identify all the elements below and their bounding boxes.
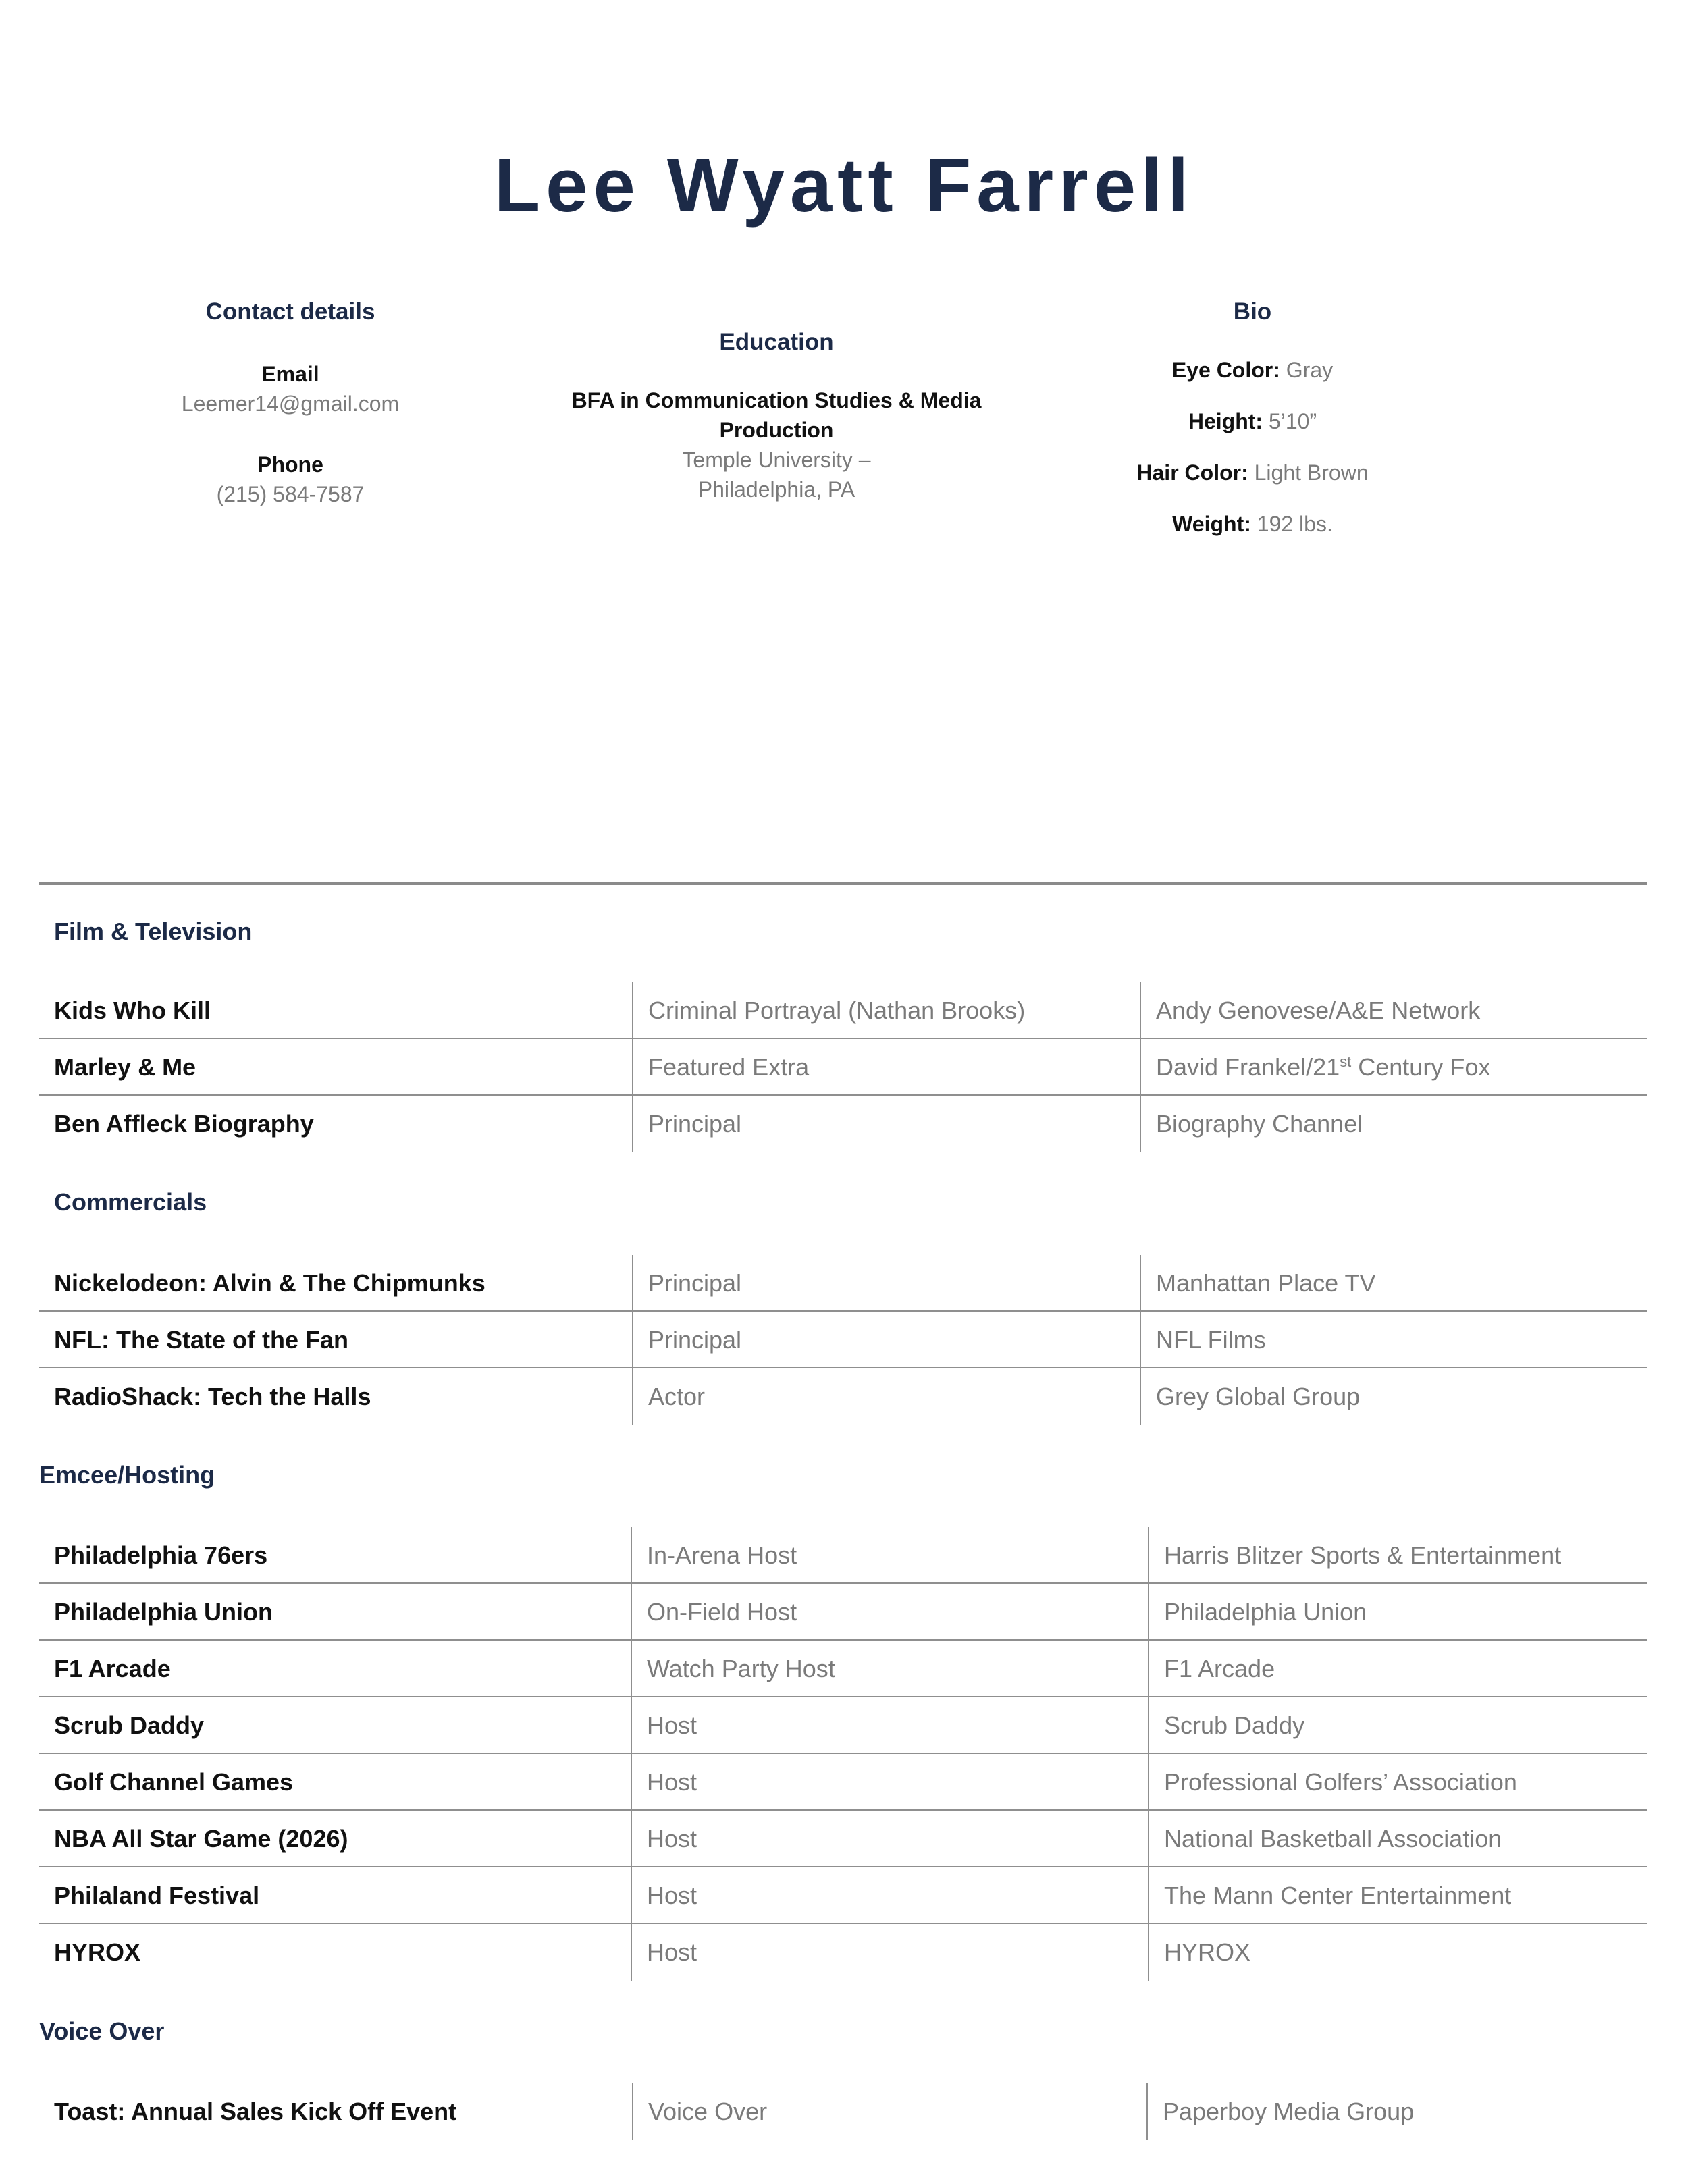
bio-heading: Bio [1233,298,1272,325]
role-cell: Voice Over [632,2083,767,2140]
superscript: st [1340,1053,1352,1070]
bio-weight [1063,509,1442,539]
role-cell: In-Arena Host [631,1527,797,1584]
bio-value: Gray [1286,358,1334,382]
phone-value: (215) 584-7587 [216,482,365,506]
bio-eye-color [1063,355,1442,385]
company-cell: HYROX [1148,1924,1250,1981]
project-cell: Toast: Annual Sales Kick Off Event [54,2098,457,2125]
table-row [39,2083,1647,2140]
company-cell: Andy Genovese/A&E Network [1140,982,1480,1039]
role-cell: On-Field Host [631,1584,797,1641]
role-cell: Principal [632,1312,741,1368]
role-cell: Host [631,1924,697,1981]
company-cell: Grey Global Group [1140,1368,1360,1425]
company-cell: Philadelphia Union [1148,1584,1367,1641]
company-cell: Scrub Daddy [1148,1697,1304,1754]
project-cell: Golf Channel Games [54,1768,294,1796]
project-cell: RadioShack: Tech the Halls [54,1383,371,1410]
section-title-voice-over: Voice Over [39,2017,165,2045]
role-cell: Criminal Portrayal (Nathan Brooks) [632,982,1025,1039]
role-cell: Host [631,1867,697,1924]
company-text: David Frankel/21 [1156,1053,1340,1081]
role-cell: Principal [632,1096,741,1152]
company-cell: Professional Golfers’ Association [1148,1754,1517,1811]
company-text: Century Fox [1351,1053,1491,1081]
company-cell: The Mann Center Entertainment [1148,1867,1511,1924]
section-title-hosting: Emcee/Hosting [39,1461,215,1489]
company-cell: Biography Channel [1140,1096,1363,1152]
company-cell: Harris Blitzer Sports & Entertainment [1148,1527,1561,1584]
project-cell: Kids Who Kill [54,996,211,1024]
role-cell: Host [631,1697,697,1754]
bio-hair-color [1063,458,1442,487]
table-row [39,1312,1647,1368]
company-cell: NFL Films [1140,1312,1266,1368]
role-cell: Actor [632,1368,705,1425]
role-cell: Host [631,1811,697,1867]
table-row [39,1641,1647,1697]
company-cell: Manhattan Place TV [1140,1255,1376,1312]
bio-label: Height: [1188,409,1263,433]
contact-heading: Contact details [205,298,375,325]
project-cell: Marley & Me [54,1053,196,1081]
school-line-1: Temple University – [682,448,871,472]
table-row [39,1039,1647,1096]
education-heading: Education [719,329,834,355]
table-row [39,982,1647,1039]
project-cell: NBA All Star Game (2026) [54,1825,348,1853]
bio-value: Light Brown [1254,460,1369,485]
project-cell: Nickelodeon: Alvin & The Chipmunks [54,1269,485,1297]
bio-label: Hair Color: [1136,460,1248,485]
role-cell: Watch Party Host [631,1641,835,1697]
bio-label: Eye Color: [1171,358,1280,382]
project-cell: Scrub Daddy [54,1711,205,1739]
table-row [39,1255,1647,1312]
film-tv-table [39,982,1647,1152]
school-line-2: Philadelphia, PA [697,477,855,502]
email-label: Email [261,362,319,386]
project-cell: F1 Arcade [54,1655,171,1682]
education [560,327,993,504]
company-cell [1140,1039,1490,1096]
degree-line-2: Production [719,418,834,442]
project-cell: Philaland Festival [54,1882,260,1909]
role-cell: Principal [632,1255,741,1312]
company-cell: National Basketball Association [1148,1811,1502,1867]
hosting-table [39,1527,1647,1981]
bio-height [1063,406,1442,436]
table-row [39,1697,1647,1754]
table-row [39,1368,1647,1425]
role-cell: Host [631,1754,697,1811]
project-cell: Ben Affleck Biography [54,1110,314,1138]
company-cell: Paperboy Media Group [1146,2083,1414,2140]
table-row [39,1811,1647,1867]
phone-label: Phone [257,452,323,477]
section-title-film-tv: Film & Television [54,917,253,945]
commercials-table [39,1255,1647,1425]
resume-name: Lee Wyatt Farrell [494,143,1194,228]
table-row [39,1584,1647,1641]
table-row [39,1867,1647,1924]
section-divider [39,882,1647,885]
voice-over-table [39,2083,1647,2140]
bio-label: Weight: [1172,512,1251,536]
project-cell: Philadelphia 76ers [54,1541,268,1569]
table-row [39,1096,1647,1152]
table-row [39,1527,1647,1584]
company-cell: F1 Arcade [1148,1641,1275,1697]
contact-details [108,297,473,509]
bio-value: 5’10” [1268,409,1317,433]
project-cell: Philadelphia Union [54,1598,273,1626]
degree-line-1: BFA in Communication Studies & Media [571,388,982,412]
section-title-commercials: Commercials [54,1188,207,1216]
table-row [39,1924,1647,1981]
table-row [39,1754,1647,1811]
role-cell: Featured Extra [632,1039,809,1096]
email-value: Leemer14@gmail.com [181,392,400,416]
bio-value: 192 lbs. [1257,512,1333,536]
project-cell: HYROX [54,1938,141,1966]
bio [1063,297,1442,560]
project-cell: NFL: The State of the Fan [54,1326,348,1354]
